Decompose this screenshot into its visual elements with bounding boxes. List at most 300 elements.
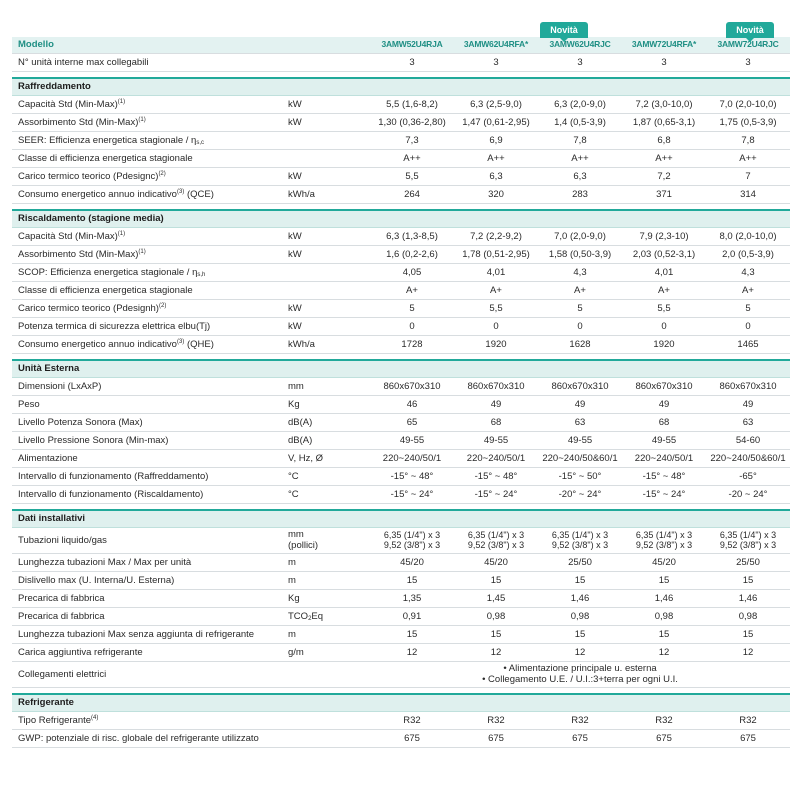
- connection-line: • Alimentazione principale u. esterna: [503, 663, 657, 674]
- value-cell: 860x670x310: [454, 377, 538, 395]
- value-cell: 15: [538, 571, 622, 589]
- value-cell: 15: [622, 571, 706, 589]
- value-cell: 675: [454, 729, 538, 747]
- row-unit: [286, 553, 370, 571]
- value-cell: 0: [622, 317, 706, 335]
- table-row: [12, 245, 790, 263]
- value-cell: 7: [706, 167, 790, 185]
- value-cell: 5,5: [454, 299, 538, 317]
- footnote-ref: (1): [138, 116, 146, 123]
- pipe-gas: 9,52 (3/8") x 3: [719, 540, 777, 550]
- row-label: [12, 553, 286, 571]
- value-cell: 15: [622, 625, 706, 643]
- value-cell: A++: [706, 149, 790, 167]
- row-label: [12, 467, 286, 485]
- table-row: [12, 571, 790, 589]
- row-unit: [286, 227, 370, 245]
- row-unit: [286, 53, 370, 71]
- table-row: [12, 281, 790, 299]
- unit-text: m: [288, 556, 296, 568]
- section-gap: [12, 503, 790, 510]
- table-row: [12, 335, 790, 353]
- value-cell: 1,45: [454, 589, 538, 607]
- row-unit: [286, 527, 370, 553]
- row-label-text: Alimentazione: [18, 452, 78, 464]
- value-cell: 49: [706, 395, 790, 413]
- value-cell: 3: [706, 53, 790, 71]
- row-label-text: N° unità interne max collegabili: [18, 56, 149, 68]
- footnote-ref: (1): [117, 230, 126, 237]
- footnote-ref: (3): [176, 338, 185, 345]
- pipe-liquid: 6,35 (1/4") x 3: [383, 530, 441, 540]
- value-cell: [370, 527, 454, 553]
- value-cell: 1,47 (0,61-2,95): [454, 113, 538, 131]
- table-row: [12, 729, 790, 747]
- unit-text: Kg: [288, 398, 300, 410]
- value-cell: 0: [370, 317, 454, 335]
- value-cell: 65: [370, 413, 454, 431]
- section-gap: [12, 687, 790, 694]
- row-label-text: Precarica di fabbrica: [18, 610, 105, 622]
- unit-text: °C: [288, 488, 299, 500]
- value-cell: 7,2 (2,2-9,2): [454, 227, 538, 245]
- value-cell: 0,91: [370, 607, 454, 625]
- value-cell: 15: [454, 571, 538, 589]
- section-title: Dati installativi: [12, 510, 790, 527]
- value-cell: 1,46: [538, 589, 622, 607]
- value-cell: 54-60: [706, 431, 790, 449]
- table-row: [12, 527, 790, 553]
- value-cell: 371: [622, 185, 706, 203]
- value-cell: A+: [622, 281, 706, 299]
- pipe-liquid: 6,35 (1/4") x 3: [719, 530, 777, 540]
- value-cell: 6,3: [538, 167, 622, 185]
- value-cell: R32: [370, 711, 454, 729]
- connection-line: • Collegamento U.E. / U.I.:3+terra per ogni U.I.: [482, 674, 678, 685]
- row-unit: [286, 167, 370, 185]
- value-cell: 15: [370, 625, 454, 643]
- value-cell: 1465: [706, 335, 790, 353]
- table-row: [12, 227, 790, 245]
- value-cell: 220~240/50&60/1: [538, 449, 622, 467]
- value-cell: 5: [538, 299, 622, 317]
- row-label: [12, 263, 286, 281]
- unit-text: kW: [288, 230, 302, 242]
- row-unit: [286, 485, 370, 503]
- value-cell: 0: [454, 317, 538, 335]
- row-label: [12, 431, 286, 449]
- value-cell: A++: [622, 149, 706, 167]
- row-label: [12, 245, 286, 263]
- model-name: 3AMW62U4RFA*: [454, 37, 538, 53]
- value-cell: A++: [538, 149, 622, 167]
- value-cell: 49: [538, 395, 622, 413]
- row-label: [12, 53, 286, 71]
- row-label-text: GWP: potenziale di risc. globale del refrigerante utilizzato: [18, 732, 259, 744]
- row-unit: [286, 245, 370, 263]
- value-cell: 45/20: [370, 553, 454, 571]
- value-cell: 2,03 (0,52-3,1): [622, 245, 706, 263]
- value-cell: A+: [370, 281, 454, 299]
- row-label: [12, 643, 286, 661]
- value-cell: 1920: [454, 335, 538, 353]
- value-cell: 1920: [622, 335, 706, 353]
- unit-text: kW: [288, 170, 302, 182]
- value-cell: [454, 527, 538, 553]
- value-cell: 1,58 (0,50-3,9): [538, 245, 622, 263]
- value-cell: 675: [622, 729, 706, 747]
- model-name: 3AMW72U4RJC: [706, 37, 790, 53]
- value-cell: 12: [538, 643, 622, 661]
- value-cell: [538, 527, 622, 553]
- value-cell: 6,3 (2,5-9,0): [454, 95, 538, 113]
- value-cell: 7,2 (3,0-10,0): [622, 95, 706, 113]
- row-label-text: Peso: [18, 398, 40, 410]
- value-cell: 1,4 (0,5-3,9): [538, 113, 622, 131]
- row-label-text: Assorbimento Std (Min-Max): [18, 116, 139, 128]
- row-unit: [286, 335, 370, 353]
- value-cell: 25/50: [706, 553, 790, 571]
- row-unit: [286, 729, 370, 747]
- row-unit: [286, 431, 370, 449]
- row-label: [12, 113, 286, 131]
- value-cell: 12: [622, 643, 706, 661]
- value-cell: A+: [706, 281, 790, 299]
- row-label-text: Lunghezza tubazioni Max / Max per unità: [18, 556, 192, 568]
- value-cell: 15: [706, 625, 790, 643]
- row-label: [12, 299, 286, 317]
- value-cell: 2,0 (0,5-3,9): [706, 245, 790, 263]
- value-cell: 68: [454, 413, 538, 431]
- badge-strip: [12, 0, 790, 37]
- section-header: [12, 78, 790, 95]
- table-row: [12, 53, 790, 71]
- row-label-text: Consumo energetico annuo indicativo: [18, 338, 177, 350]
- row-label-text: Classe di efficienza energetica stagionale: [18, 152, 193, 164]
- value-cell: 6,3 (2,0-9,0): [538, 95, 622, 113]
- value-cell: 1628: [538, 335, 622, 353]
- value-cell: 49-55: [370, 431, 454, 449]
- row-label-text: Consumo energetico annuo indicativo: [18, 188, 177, 200]
- row-label: [12, 335, 286, 353]
- value-cell: 5: [706, 299, 790, 317]
- table-row: [12, 711, 790, 729]
- row-label-text: Classe di efficienza energetica stagionale: [18, 284, 193, 296]
- value-cell: 15: [538, 625, 622, 643]
- value-cell: 4,05: [370, 263, 454, 281]
- value-cell: 1,78 (0,51-2,95): [454, 245, 538, 263]
- row-unit: [286, 625, 370, 643]
- value-cell: A++: [454, 149, 538, 167]
- row-unit: [286, 149, 370, 167]
- unit-text: Kg: [288, 592, 300, 604]
- unit-text: kW: [288, 98, 302, 110]
- gap-cell: [12, 687, 790, 694]
- value-cell: 1,75 (0,5-3,9): [706, 113, 790, 131]
- row-label-text: Capacità Std (Min-Max): [18, 98, 118, 110]
- row-label: [12, 607, 286, 625]
- row-unit: [286, 589, 370, 607]
- pipe-liquid: 6,35 (1/4") x 3: [635, 530, 693, 540]
- value-cell: -15° ~ 50°: [538, 467, 622, 485]
- value-cell: -20 ~ 24°: [706, 485, 790, 503]
- value-cell: 45/20: [622, 553, 706, 571]
- value-cell: 1,35: [370, 589, 454, 607]
- value-cell: [706, 527, 790, 553]
- row-unit: [286, 711, 370, 729]
- value-cell: 15: [706, 571, 790, 589]
- section-title: Unità Esterna: [12, 360, 790, 377]
- value-cell: -15° ~ 24°: [454, 485, 538, 503]
- value-cell: 49: [622, 395, 706, 413]
- row-label-text: Intervallo di funzionamento (Raffreddamento): [18, 470, 209, 482]
- row-label-text: Livello Potenza Sonora (Max): [18, 416, 143, 428]
- row-label: [12, 281, 286, 299]
- row-label: [12, 449, 286, 467]
- unit-text: kW: [288, 116, 302, 128]
- table-row: [12, 95, 790, 113]
- value-cell: 3: [622, 53, 706, 71]
- row-label-text: Carica aggiuntiva refrigerante: [18, 646, 143, 658]
- value-cell: -65°: [706, 467, 790, 485]
- gap-cell: [12, 71, 790, 78]
- value-cell: 220~240/50&60/1: [706, 449, 790, 467]
- value-cell: A++: [370, 149, 454, 167]
- table-row: [12, 395, 790, 413]
- value-cell: -15° ~ 48°: [622, 467, 706, 485]
- row-label-text: Assorbimento Std (Min-Max): [18, 248, 139, 260]
- section-title: Riscaldamento (stagione media): [12, 210, 790, 227]
- unit-text: dB(A): [288, 416, 313, 428]
- table-row: [12, 113, 790, 131]
- row-label-text: Dimensioni (LxAxP): [18, 380, 102, 392]
- unit-text: kWh/a: [288, 338, 315, 350]
- row-label-text: Carico termico teorico (Pdesignh): [18, 302, 159, 314]
- row-unit: [286, 643, 370, 661]
- unit-text: m: [288, 628, 296, 640]
- value-cell: 5: [370, 299, 454, 317]
- value-cell: 0: [706, 317, 790, 335]
- unit-text: kW: [288, 302, 302, 314]
- table-row: [12, 431, 790, 449]
- model-header-row: [12, 37, 790, 53]
- value-cell: 4,3: [706, 263, 790, 281]
- model-label: Modello: [12, 37, 286, 53]
- value-cell: 7,2: [622, 167, 706, 185]
- row-unit: [286, 449, 370, 467]
- row-unit: [286, 113, 370, 131]
- table-row: [12, 467, 790, 485]
- value-cell: 3: [454, 53, 538, 71]
- value-cell: 675: [538, 729, 622, 747]
- row-label-text: Lunghezza tubazioni Max senza aggiunta di refrigerante: [18, 628, 255, 640]
- section-gap: [12, 203, 790, 210]
- value-cell: 7,8: [538, 131, 622, 149]
- row-label: [12, 149, 286, 167]
- value-cell: 7,0 (2,0-10,0): [706, 95, 790, 113]
- value-cell: -15° ~ 24°: [622, 485, 706, 503]
- row-label: [12, 167, 286, 185]
- value-cell: 860x670x310: [706, 377, 790, 395]
- value-cell: 0: [538, 317, 622, 335]
- row-label: Tubazioni liquido/gas: [12, 527, 286, 553]
- symbol-subscript: s,c: [196, 139, 204, 146]
- row-label: [12, 589, 286, 607]
- value-cell: 49-55: [454, 431, 538, 449]
- value-cell: 4,01: [454, 263, 538, 281]
- row-label: [12, 711, 286, 729]
- value-cell: 68: [622, 413, 706, 431]
- value-cell: 46: [370, 395, 454, 413]
- value-cell: 63: [706, 413, 790, 431]
- unit-text: m: [288, 574, 296, 586]
- gap-cell: [12, 203, 790, 210]
- value-cell: 0,98: [706, 607, 790, 625]
- value-cell: -20° ~ 24°: [538, 485, 622, 503]
- value-cell: 15: [454, 625, 538, 643]
- value-cell: A+: [454, 281, 538, 299]
- value-cell: 220~240/50/1: [622, 449, 706, 467]
- value-cell: 1728: [370, 335, 454, 353]
- row-unit: [286, 263, 370, 281]
- value-cell: 1,46: [706, 589, 790, 607]
- value-cell: 283: [538, 185, 622, 203]
- row-label: [12, 413, 286, 431]
- value-cell: 49-55: [622, 431, 706, 449]
- value-cell: 3: [538, 53, 622, 71]
- value-cell: 49-55: [538, 431, 622, 449]
- table-row: [12, 377, 790, 395]
- row-unit: [286, 395, 370, 413]
- row-label-suffix: (QCE): [184, 188, 214, 200]
- spec-table: [12, 37, 790, 748]
- section-header: [12, 694, 790, 711]
- footnote-ref: (1): [138, 248, 146, 255]
- row-label-text: SEER: Efficienza energetica stagionale / η: [18, 134, 197, 146]
- value-cell: 6,3 (1,3-8,5): [370, 227, 454, 245]
- row-unit: [286, 413, 370, 431]
- value-cell: 12: [706, 643, 790, 661]
- value-cell: 6,9: [454, 131, 538, 149]
- table-row: [12, 449, 790, 467]
- value-cell: A+: [538, 281, 622, 299]
- table-row: [12, 589, 790, 607]
- spec-sheet: [12, 0, 790, 748]
- pipe-gas: 9,52 (3/8") x 3: [467, 540, 525, 550]
- row-label: [12, 571, 286, 589]
- value-cell: 0,98: [454, 607, 538, 625]
- row-label: [12, 395, 286, 413]
- row-unit: [286, 281, 370, 299]
- row-label: [12, 227, 286, 245]
- table-row: [12, 149, 790, 167]
- row-unit: [286, 95, 370, 113]
- value-cell: 264: [370, 185, 454, 203]
- section-header: [12, 210, 790, 227]
- section-header: [12, 360, 790, 377]
- value-cell: 1,6 (0,2-2,6): [370, 245, 454, 263]
- value-cell: 63: [538, 413, 622, 431]
- value-cell: [622, 527, 706, 553]
- value-cell: 1,46: [622, 589, 706, 607]
- value-cell: 7,0 (2,0-9,0): [538, 227, 622, 245]
- unit-text: TCO: [288, 610, 309, 622]
- value-cell: 675: [370, 729, 454, 747]
- model-name: 3AMW72U4RFA*: [622, 37, 706, 53]
- value-cell: 1,87 (0,65-3,1): [622, 113, 706, 131]
- section-gap: [12, 71, 790, 78]
- section-title: Raffreddamento: [12, 78, 790, 95]
- row-label-text: Dislivello max (U. Interna/U. Esterna): [18, 574, 175, 586]
- value-cell: 5,5: [370, 167, 454, 185]
- pipe-liquid: 6,35 (1/4") x 3: [551, 530, 609, 540]
- value-cell: 25/50: [538, 553, 622, 571]
- model-name: 3AMW62U4RJC: [538, 37, 622, 53]
- value-cell: R32: [622, 711, 706, 729]
- value-cell: R32: [706, 711, 790, 729]
- table-row: [12, 607, 790, 625]
- unit-text: dB(A): [288, 434, 313, 446]
- value-cell: 12: [454, 643, 538, 661]
- unit-subscript: 2: [308, 615, 312, 622]
- row-unit: [286, 571, 370, 589]
- row-label-text: Capacità Std (Min-Max): [18, 230, 118, 242]
- electrical-connections: [370, 661, 790, 687]
- row-label-text: Intervallo di funzionamento (Riscaldamento): [18, 488, 204, 500]
- row-unit: [286, 377, 370, 395]
- row-label: [12, 729, 286, 747]
- row-label: [12, 185, 286, 203]
- value-cell: 1,30 (0,36-2,80): [370, 113, 454, 131]
- value-cell: 675: [706, 729, 790, 747]
- row-label: [12, 625, 286, 643]
- row-unit: [286, 467, 370, 485]
- value-cell: 220~240/50/1: [370, 449, 454, 467]
- unit-text: kW: [288, 320, 302, 332]
- row-label-text: Tipo Refrigerante: [18, 714, 92, 726]
- value-cell: 5,5: [622, 299, 706, 317]
- table-row: [12, 643, 790, 661]
- value-cell: 49: [454, 395, 538, 413]
- value-cell: 320: [454, 185, 538, 203]
- footnote-ref: (2): [158, 170, 166, 177]
- unit-text: (pollici): [288, 540, 319, 551]
- unit-text: kWh/a: [288, 188, 315, 200]
- section-gap: [12, 353, 790, 360]
- value-cell: -15° ~ 48°: [370, 467, 454, 485]
- row-label: Collegamenti elettrici: [12, 661, 286, 687]
- value-cell: 45/20: [454, 553, 538, 571]
- row-label: [12, 377, 286, 395]
- value-cell: -15° ~ 48°: [454, 467, 538, 485]
- value-cell: 4,3: [538, 263, 622, 281]
- value-cell: 220~240/50/1: [454, 449, 538, 467]
- value-cell: 3: [370, 53, 454, 71]
- value-cell: 7,8: [706, 131, 790, 149]
- value-cell: 6,3: [454, 167, 538, 185]
- value-cell: 7,3: [370, 131, 454, 149]
- value-cell: 0,98: [622, 607, 706, 625]
- table-row: [12, 485, 790, 503]
- unit-spacer: [286, 37, 370, 53]
- value-cell: 12: [370, 643, 454, 661]
- unit-text: kW: [288, 248, 302, 260]
- table-row: [12, 553, 790, 571]
- pipe-liquid: 6,35 (1/4") x 3: [467, 530, 525, 540]
- row-label: [12, 95, 286, 113]
- row-unit: [286, 299, 370, 317]
- table-row: [12, 167, 790, 185]
